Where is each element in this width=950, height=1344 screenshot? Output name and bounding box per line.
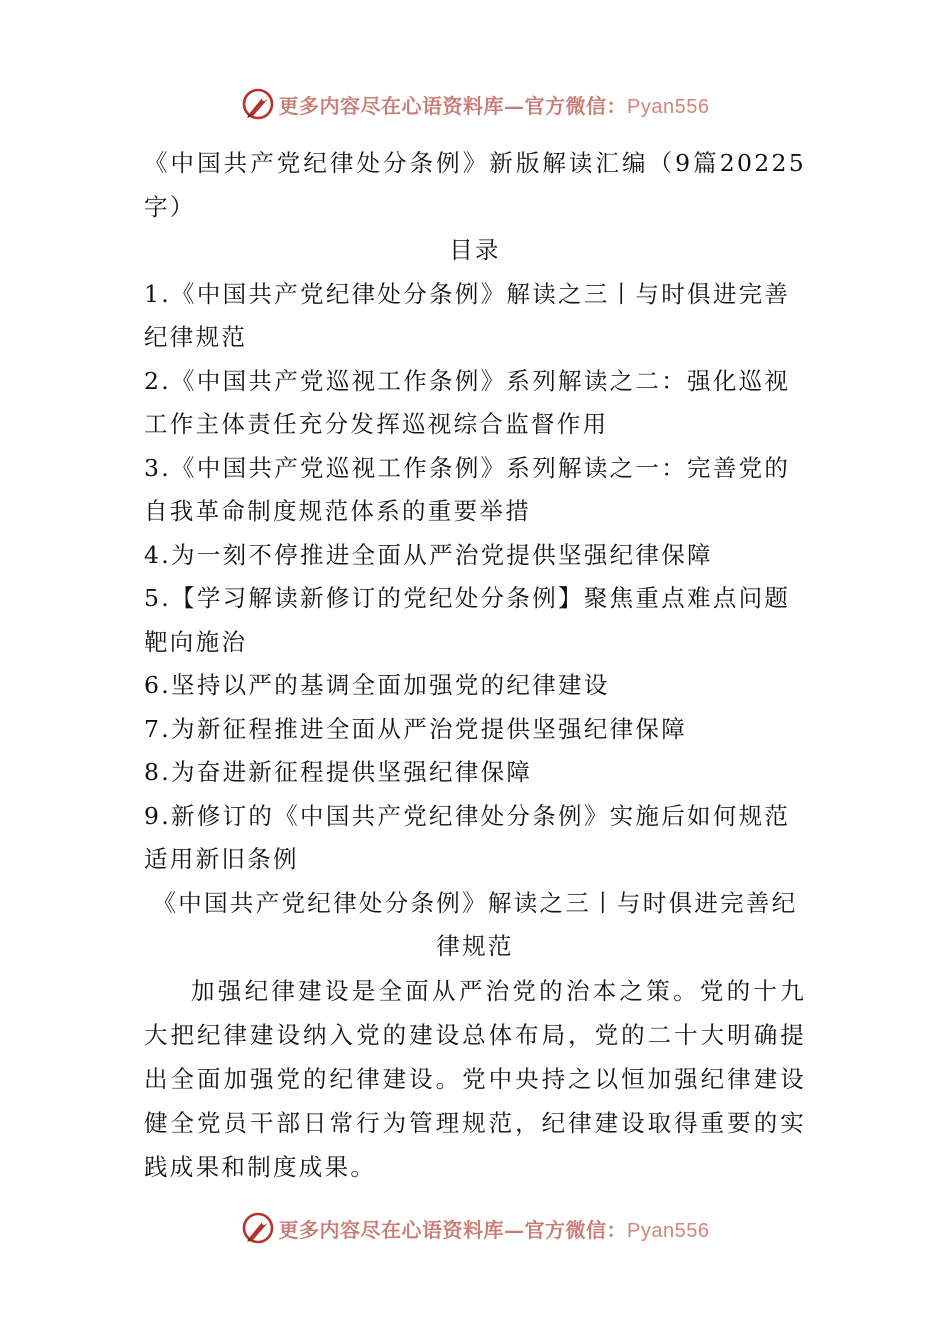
toc-item: 8.为奋进新征程提供坚强纪律保障: [144, 758, 533, 786]
toc-item: 9.新修订的《中国共产党纪律处分条例》实施后如何规范适用新旧条例: [144, 801, 791, 873]
watermark-slogan: 更多内容尽在心语资料库: [278, 93, 505, 118]
header-watermark: [0, 82, 950, 126]
toc-item: 2.《中国共产党巡视工作条例》系列解读之二：强化巡视工作主体责任充分发挥巡视综合监督作用: [144, 366, 791, 438]
pen-nib-logo-icon: [241, 87, 275, 121]
watermark-slogan: 更多内容尽在心语资料库: [278, 1217, 505, 1242]
document-body: [144, 142, 806, 1189]
toc-heading: 目录: [449, 236, 501, 264]
watermark-account: Pyan556: [627, 95, 710, 118]
footer-watermark: [0, 1206, 950, 1250]
toc-item: 4.为一刻不停推进全面从严治党提供坚强纪律保障: [144, 540, 713, 569]
toc-item: 6.坚持以严的基调全面加强党的纪律建设: [144, 671, 610, 699]
toc-item: 3.《中国共产党巡视工作条例》系列解读之一：完善党的自我革命制度规范体系的重要举措: [144, 453, 791, 525]
toc-item: 5.【学习解读新修订的党纪处分条例】聚焦重点难点问题靶向施治: [144, 584, 791, 656]
toc-item: 7.为新征程推进全面从严治党提供坚强纪律保障: [144, 714, 688, 743]
toc-item: 1.《中国共产党纪律处分条例》解读之三丨与时俱进完善纪律规范: [144, 279, 791, 351]
document-title: 《中国共产党纪律处分条例》新版解读汇编（9篇20225字）: [144, 149, 806, 221]
table-of-contents: [144, 273, 806, 882]
watermark-label: 官方微信：: [524, 1217, 628, 1242]
watermark-text: [279, 1214, 710, 1243]
watermark-dash: —: [504, 93, 525, 118]
watermark-text: [279, 90, 710, 119]
watermark-label: 官方微信：: [524, 93, 628, 118]
watermark-account: Pyan556: [627, 1219, 710, 1242]
pen-nib-logo-icon: [241, 1211, 275, 1245]
watermark-dash: —: [504, 1217, 525, 1242]
body-paragraph: 加强纪律建设是全面从严治党的治本之策。党的十九大把纪律建设纳入党的建设总体布局，党的二十大明确提出全面加强党的纪律建设。党中央持之以恒加强纪律建设健全党员干部日常行为管理规范，纪律建设取得重要的实践成果和制度成果。: [144, 976, 806, 1181]
section-title: 《中国共产党纪律处分条例》解读之三丨与时俱进完善纪律规范: [152, 888, 798, 960]
